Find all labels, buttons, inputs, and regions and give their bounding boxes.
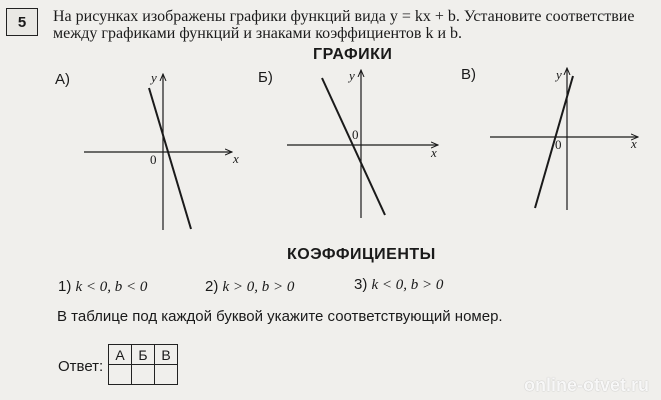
task-text-line-1: На рисунках изображены графики функций вида y = kx + b. Установите соответствие bbox=[53, 8, 635, 25]
answer-cell-a[interactable] bbox=[109, 365, 132, 385]
graph-b-x-label: x bbox=[431, 145, 437, 160]
task-number-box: 5 bbox=[6, 8, 38, 36]
coefficient-option-1 bbox=[58, 278, 147, 296]
watermark: online-otvet.ru bbox=[524, 375, 649, 395]
coefficient-option-1-text: k < 0, b < 0 bbox=[75, 279, 148, 295]
graph-b-origin-label: 0 bbox=[352, 127, 359, 142]
graph-b-function-line bbox=[322, 78, 385, 215]
graphs-title: ГРАФИКИ bbox=[313, 46, 393, 63]
graph-label-b: Б) bbox=[258, 69, 273, 86]
graph-c-origin-label: 0 bbox=[555, 137, 562, 152]
instruction-text: В таблице под каждой буквой укажите соответствующий номер. bbox=[57, 308, 503, 325]
answer-cell-b[interactable] bbox=[132, 365, 155, 385]
graph-b bbox=[287, 68, 438, 218]
coefficient-option-1-number: 1) bbox=[58, 278, 72, 295]
answer-table bbox=[108, 344, 178, 385]
graph-c-x-label: x bbox=[631, 136, 637, 151]
coefficients-title: КОЭФФИЦИЕНТЫ bbox=[287, 246, 436, 263]
answer-cell-c[interactable] bbox=[155, 365, 178, 385]
graph-c bbox=[490, 67, 638, 210]
graph-label-a: А) bbox=[55, 71, 70, 88]
coefficient-option-3-text: k < 0, b > 0 bbox=[371, 277, 444, 293]
answer-table-header-row bbox=[109, 345, 178, 365]
coefficient-option-2 bbox=[205, 278, 294, 296]
answer-table-value-row bbox=[109, 365, 178, 385]
coefficient-option-3-number: 3) bbox=[354, 276, 368, 293]
coefficient-option-2-text: k > 0, b > 0 bbox=[222, 279, 295, 295]
answer-header-a: А bbox=[109, 345, 132, 365]
graph-a-origin-label: 0 bbox=[150, 152, 157, 167]
answer-header-b: Б bbox=[132, 345, 155, 365]
graph-c-y-label: y bbox=[556, 67, 562, 82]
coefficient-option-2-number: 2) bbox=[205, 278, 219, 295]
task-text-line-2: между графиками функций и знаками коэффициентов k и b. bbox=[53, 25, 463, 42]
answer-header-c: В bbox=[155, 345, 178, 365]
graph-a-y-label: y bbox=[151, 70, 157, 85]
graph-a-x-label: x bbox=[233, 151, 239, 166]
graph-b-y-label: y bbox=[349, 68, 355, 83]
graph-a bbox=[84, 70, 239, 230]
graph-label-c: В) bbox=[461, 66, 476, 83]
answer-label: Ответ: bbox=[58, 358, 104, 375]
coefficient-option-3 bbox=[354, 276, 443, 294]
